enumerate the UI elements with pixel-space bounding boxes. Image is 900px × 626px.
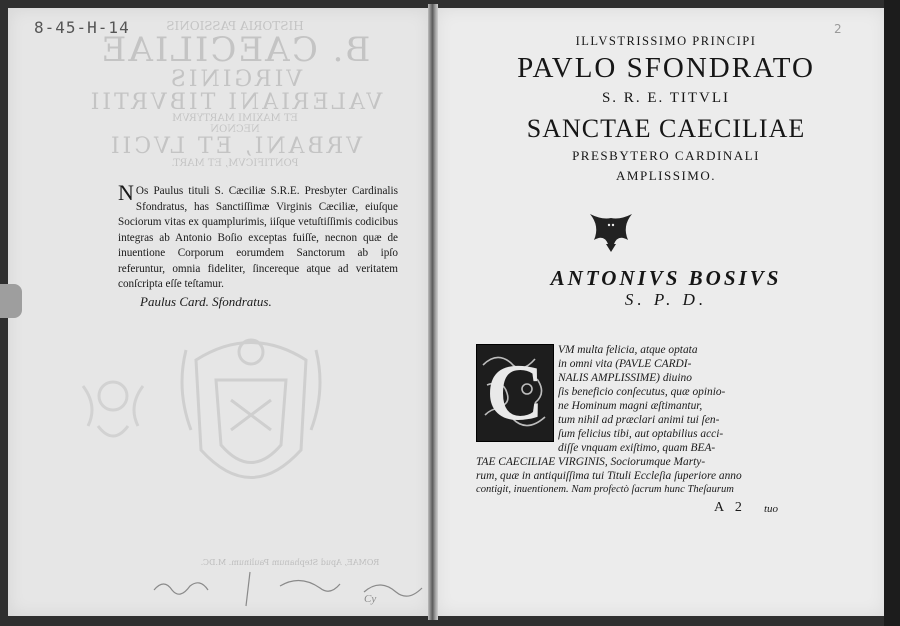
show-through-title xyxy=(70,20,400,169)
page-tab xyxy=(0,284,22,318)
cardinal-signature: Paulus Card. Sfondratus. xyxy=(140,294,272,309)
ghost-line: VALERIANI TIBVRTII xyxy=(87,90,383,116)
ghost-line: VRBANI, ET LVCII xyxy=(107,134,363,160)
body-line: NALIS AMPLISSIME) diuino xyxy=(558,372,692,384)
dedication-line-3: S. R. E. TITVLI xyxy=(601,90,731,106)
dedication-line-5: PRESBYTERO CARDINALI xyxy=(572,148,760,163)
pencil-note: Cy xyxy=(364,593,377,605)
ghost-line: B. CAECILIAE xyxy=(99,29,371,70)
body-line: tum nihil ad præclari animi tui ſen- xyxy=(558,414,720,426)
declaration-initial: N xyxy=(118,180,134,205)
ghost-line: NECNON xyxy=(210,123,260,135)
dedication-line-1: ILLVSTRISSIMO PRINCIPI xyxy=(575,34,757,48)
body-line: ſum felicius tibi, aut optabilius acci- xyxy=(558,428,724,440)
body-line: VM multa felicia, atque optata xyxy=(558,344,698,356)
body-line: diſſe vnquam exiſtimo, quam BEA- xyxy=(558,442,716,454)
signature-mark: A 2 xyxy=(714,500,746,515)
certification-text xyxy=(118,180,398,293)
dedication-line-4: SANCTAE CAECILIAE xyxy=(526,114,806,143)
body-line: ne Hominum magni æſtimantur, xyxy=(558,400,703,412)
body-line: in omni vita (PAVLE CARDI- xyxy=(558,358,692,370)
book-gutter xyxy=(428,4,438,620)
body-line: ſis beneficio conſecutus, quæ opinio- xyxy=(558,386,726,398)
author-heading: ANTONIVS BOSIVS xyxy=(550,266,782,290)
dropcap-letter: C xyxy=(486,349,544,437)
body-line: TAE CAECILIAE VIRGINIS, Sociorumque Marty- xyxy=(476,456,706,468)
shelfmark: 8-45-H-14 xyxy=(34,18,130,37)
cherub-ornament-icon xyxy=(586,204,636,254)
catchword: tuo xyxy=(764,503,779,515)
ghost-line: PONTIFICVM, ET MART. xyxy=(171,157,299,169)
decorated-initial xyxy=(476,344,554,442)
show-through-imprint: ROMAE, Apud Stephanum Paulinum. M.DC. xyxy=(200,558,380,567)
ghost-line: ET MAXIMI MARTYRVM xyxy=(172,113,298,125)
scan-edge xyxy=(884,0,900,626)
salutation: S. P. D. xyxy=(624,290,708,309)
dedication-line-2: PAVLO SFONDRATO xyxy=(517,52,815,84)
ghost-line: HISTORIA PASSIONIS xyxy=(166,19,304,33)
dedication-line-6: AMPLISSIMO. xyxy=(616,168,716,183)
show-through-ornament xyxy=(78,366,148,446)
folio-number: 2 xyxy=(834,22,842,36)
body-line: rum, quæ in antiquiſſima tui Tituli Eccleſia ſuperiore anno xyxy=(476,470,742,482)
ghost-line: VIRGINIS xyxy=(167,67,303,93)
show-through-coat-of-arms xyxy=(176,330,326,506)
body-line: contigit, inuentionem. Nam profectò ſacrum hunc Theſaurum xyxy=(476,484,734,495)
pencil-annotation xyxy=(150,568,430,608)
declaration-body: Os Paulus tituli S. Cæciliæ S.R.E. Presbyter Cardinalis Sfondratus, has Sanctiſſimæ Virginis Cæciliæ, eiuſque Sociorum vitas ex quamplurimis, iiſque vetuſtiſſimis codicibus integras ab Antonio Boſio exceptas fuiſſe, necnon quæ de inuentione Corporum eorumdem Sanctorum ab ipſo referuntur, omnia fideliter, ſincereque atque ad veritatem conſcripta eſſe teſtamur. xyxy=(118,185,398,290)
